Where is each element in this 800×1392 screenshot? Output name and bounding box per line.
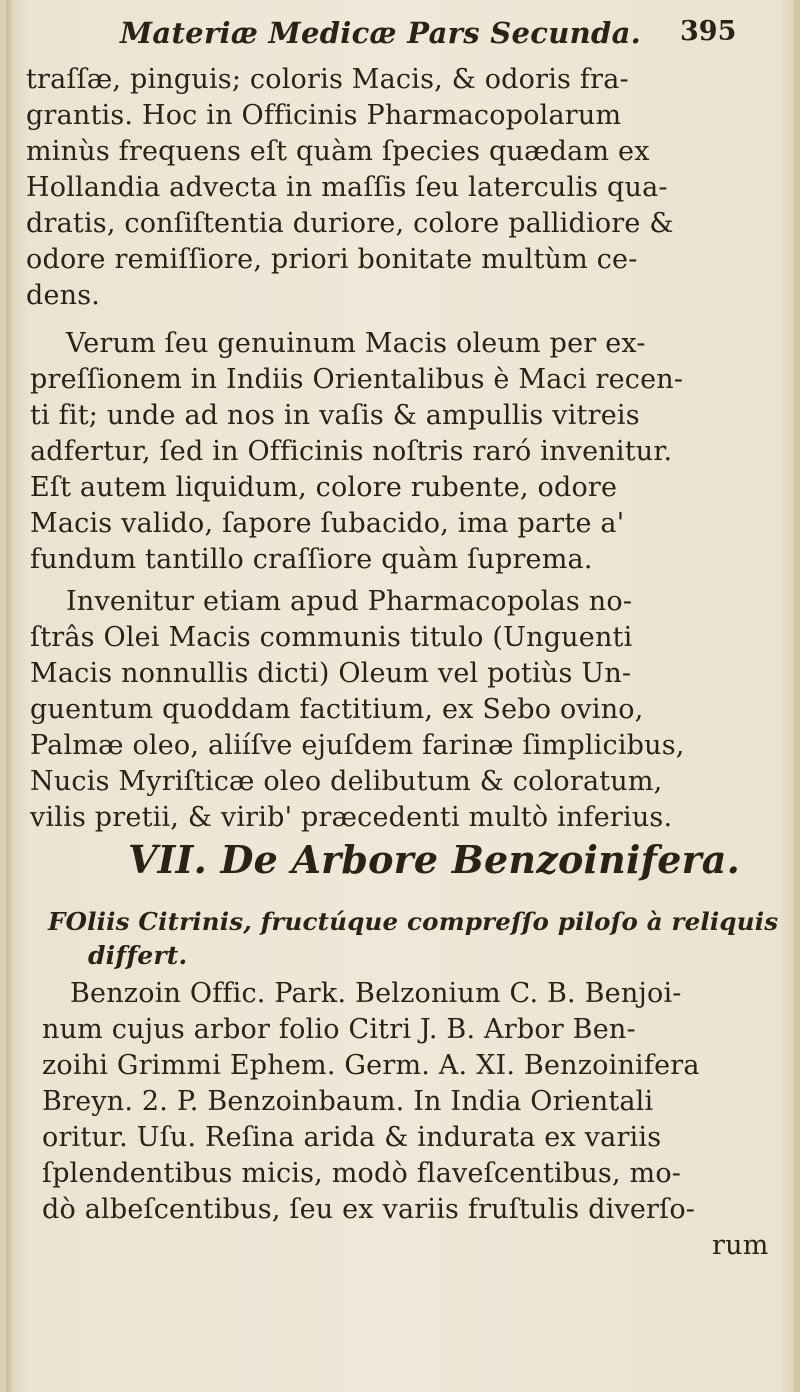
text-line: dens.: [26, 280, 101, 311]
text-line: Macis nonnullis dicti) Oleum vel potiùs Un-: [30, 658, 632, 689]
text-line: odore remiſſiore, priori bonitate multùm ce-: [26, 244, 638, 275]
text-line: Breyn. 2. P. Benzoinbaum. In India Orientali: [42, 1086, 654, 1117]
page-number: 395: [680, 16, 737, 47]
text-line: traſſæ, pinguis; coloris Macis, & odoris fra-: [26, 64, 629, 95]
text-line: differt.: [88, 941, 188, 970]
text-line: adfertur, ſed in Officinis noſtris raró invenitur.: [30, 436, 673, 467]
text-line: oritur. Uſu. Reſina arida & indurata ex variis: [42, 1122, 662, 1153]
text-line: dratis, conſiſtentia duriore, colore pallidiore &: [26, 208, 674, 239]
page-header: [0, 14, 800, 58]
text-line: Macis valido, ſapore ſubacido, ima parte a': [30, 508, 625, 539]
page-gutter: [6, 0, 12, 1392]
text-line: guentum quoddam factitium, ex Sebo ovino,: [30, 694, 644, 725]
text-line: preſſionem in Indiis Orientalibus è Maci recen-: [30, 364, 684, 395]
text-line: ſplendentibus micis, modò flaveſcentibus, mo-: [42, 1158, 682, 1189]
text-line: zoihi Grimmi Ephem. Germ. A. XI. Benzoinifera: [42, 1050, 700, 1081]
text-line: Verum ſeu genuinum Macis oleum per ex-: [66, 328, 646, 359]
text-line: num cujus arbor folio Citri J. B. Arbor Ben-: [42, 1014, 636, 1045]
text-line: Palmæ oleo, aliíſve ejuſdem farinæ ſimplicibus,: [30, 730, 685, 761]
text-line: Eſt autem liquidum, colore rubente, odore: [30, 472, 618, 503]
text-line: grantis. Hoc in Officinis Pharmacopolarum: [26, 100, 622, 131]
text-line: Benzoin Offic. Park. Belzonium C. B. Benjoi-: [70, 978, 682, 1009]
text-line: Hollandia advecta in maſſis ſeu laterculis qua-: [26, 172, 668, 203]
text-line: Nucis Myriſticæ oleo delibutum & coloratum,: [30, 766, 663, 797]
text-line: ſtrâs Olei Macis communis titulo (Unguenti: [30, 622, 633, 653]
running-head: Materiæ Medicæ Pars Secunda.: [120, 16, 642, 50]
section-heading: VII. De Arbore Benzoinifera.: [128, 837, 741, 882]
text-line: vilis pretii, & virib' præcedenti multò inferius.: [30, 802, 673, 833]
text-line: ti fit; unde ad nos in vaſis & ampullis vitreis: [30, 400, 640, 431]
text-line: dò albeſcentibus, ſeu ex variis fruſtulis diverſo-: [42, 1194, 696, 1225]
page-edge: [794, 0, 800, 1392]
text-line: minùs frequens eſt quàm ſpecies quædam ex: [26, 136, 650, 167]
text-line: Invenitur etiam apud Pharmacopolas no-: [66, 586, 633, 617]
catchword: rum: [712, 1230, 769, 1261]
text-line: FOliis Citrinis, fructúque compreſſo piloſo à reliquis: [48, 907, 779, 936]
text-line: fundum tantillo craſſiore quàm ſuprema.: [30, 544, 593, 575]
